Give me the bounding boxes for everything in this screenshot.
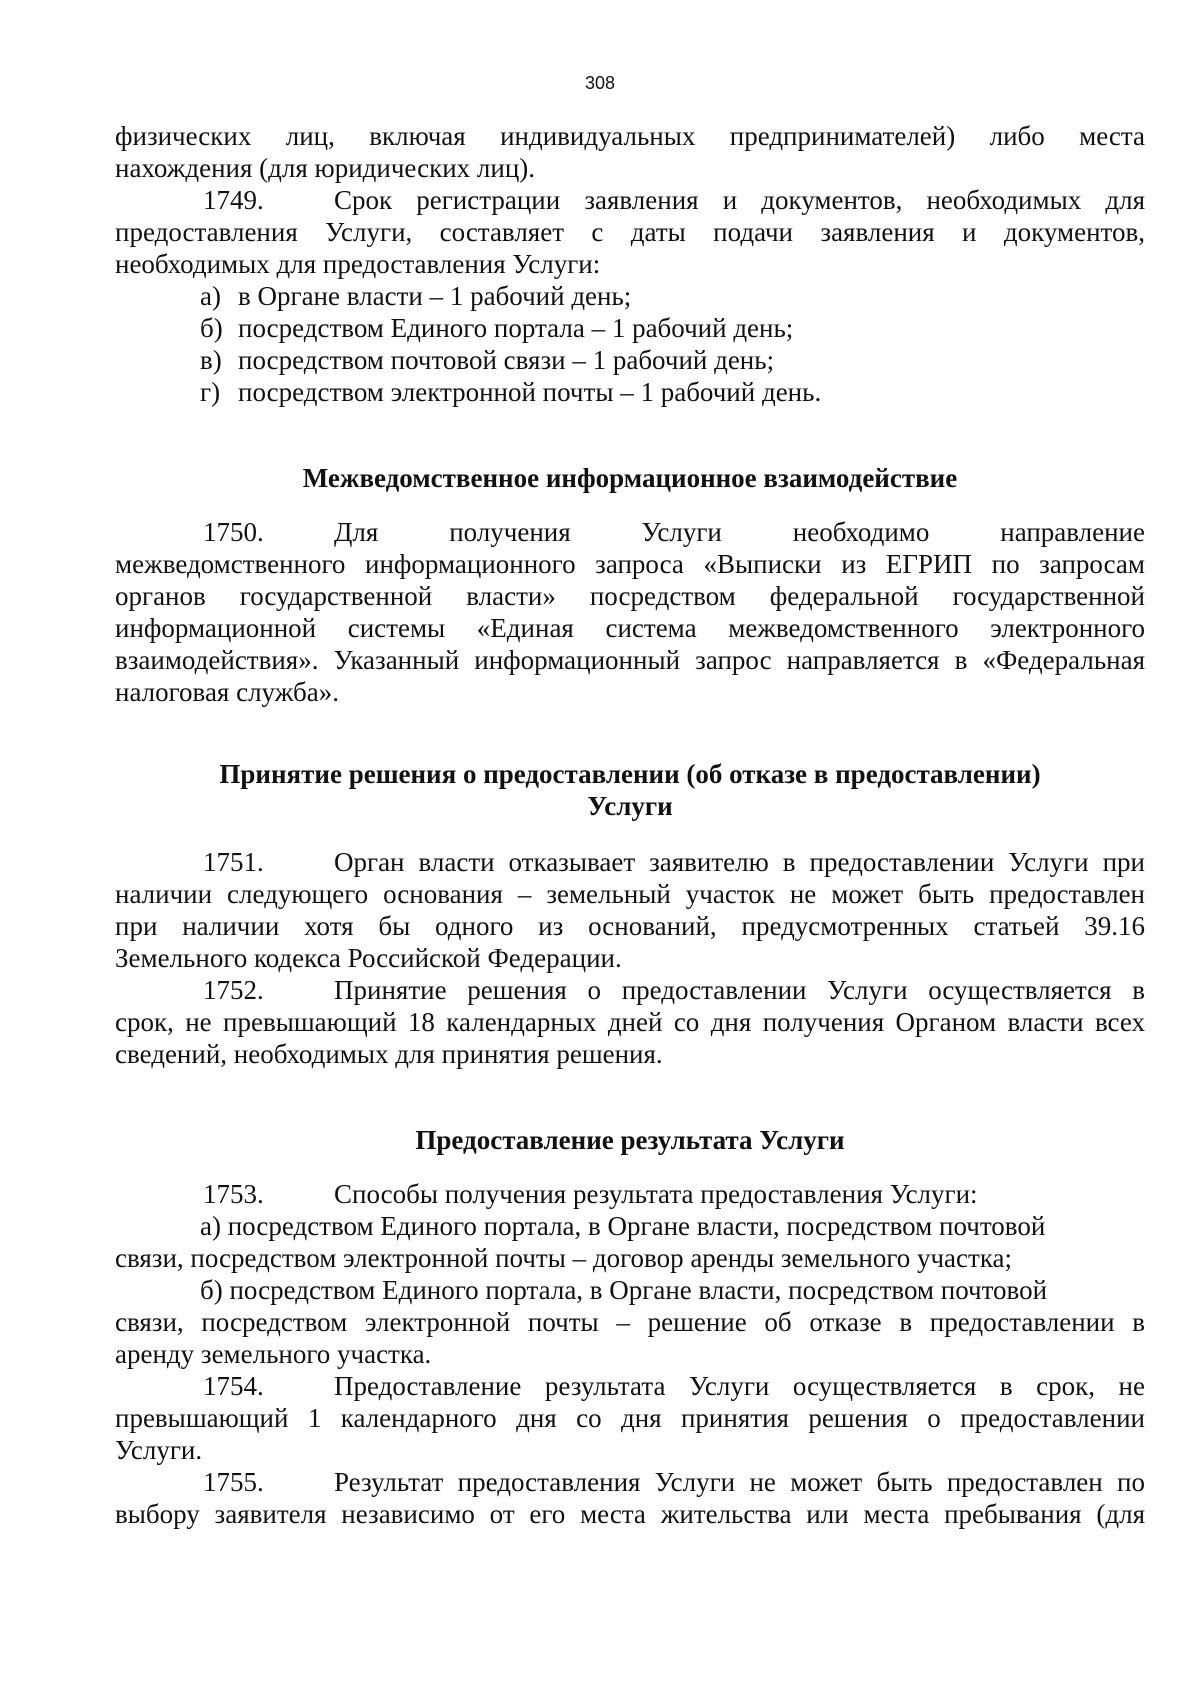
paragraph-1750-first-line xyxy=(115,516,1145,548)
text-line: физических лиц, включая индивидуальных предпринимателей) либо места xyxy=(115,121,1145,151)
list-marker: г) xyxy=(200,377,221,407)
paragraph-1755-first-line xyxy=(115,1466,1145,1498)
text-line: органов государственной власти» посредством федеральной государственной xyxy=(115,581,1145,611)
text-line: срок, не превышающий 18 календарных дней со дня получения Органом власти всех xyxy=(115,1007,1145,1037)
paragraph-number: 1752. xyxy=(203,975,264,1005)
text-line: нахождения (для юридических лиц). xyxy=(115,153,536,183)
paragraph-1749-first-line xyxy=(115,184,1145,216)
text-line: взаимодействия». Указанный информационный запрос направляется в «Федеральная xyxy=(115,645,1145,675)
page-number: 308 xyxy=(584,73,616,93)
text-line: Услуги. xyxy=(115,1435,203,1465)
paragraph-number: 1751. xyxy=(203,847,264,877)
list-item-text: посредством почтовой связи – 1 рабочий день; xyxy=(238,345,775,375)
list-item xyxy=(115,376,1145,408)
text-line: информационной системы «Единая система межведомственного электронного xyxy=(115,613,1145,643)
paragraph-number: 1750. xyxy=(203,517,264,547)
paragraph-1753-first-line xyxy=(115,1178,1145,1210)
text-line: Срок регистрации заявления и документов, необходимых для xyxy=(334,185,1145,215)
text-line: наличии следующего основания – земельный участок не может быть предоставлен xyxy=(115,879,1145,909)
section-heading: Предоставление результата Услуги xyxy=(415,1125,845,1155)
text-line: аренду земельного участка. xyxy=(115,1339,432,1369)
text-line: превышающий 1 календарного дня со дня принятия решения о предоставлении xyxy=(115,1403,1145,1433)
list-item-text: в Органе власти – 1 рабочий день; xyxy=(238,281,632,311)
text-line: связи, посредством электронной почты – решение об отказе в предоставлении в xyxy=(115,1307,1145,1337)
text-line: Орган власти отказывает заявителю в предоставлении Услуги при xyxy=(334,847,1145,877)
list-item-text: посредством Единого портала – 1 рабочий день; xyxy=(238,313,794,343)
section-heading: Межведомственное информационное взаимодействие xyxy=(302,463,958,493)
paragraph-number: 1749. xyxy=(203,185,264,215)
list-marker: в) xyxy=(200,345,222,375)
paragraph-1752-first-line xyxy=(115,974,1145,1006)
text-line: Результат предоставления Услуги не может быть предоставлен по xyxy=(334,1467,1145,1497)
list-item-text: посредством электронной почты – 1 рабочий день. xyxy=(238,377,822,407)
text-line: необходимых для предоставления Услуги: xyxy=(115,249,601,279)
section-heading-continued: Услуги xyxy=(587,791,673,821)
text-line: сведений, необходимых для принятия решения. xyxy=(115,1039,663,1069)
text-line: межведомственного информационного запроса «Выписки из ЕГРИП по запросам xyxy=(115,549,1145,579)
text-line: Для получения Услуги необходимо направление xyxy=(334,517,1145,547)
text-line: предоставления Услуги, составляет с даты подачи заявления и документов, xyxy=(115,217,1145,247)
text-line: налоговая служба». xyxy=(115,677,339,707)
text-line: б) посредством Единого портала, в Органе власти, посредством почтовой xyxy=(200,1275,1048,1305)
text-line: а) посредством Единого портала, в Органе власти, посредством почтовой xyxy=(200,1211,1046,1241)
paragraph-number: 1753. xyxy=(203,1179,264,1209)
text-line: выбору заявителя независимо от его места жительства или места пребывания (для xyxy=(115,1499,1145,1529)
text-line: Предоставление результата Услуги осуществляется в срок, не xyxy=(334,1371,1145,1401)
paragraph-number: 1755. xyxy=(203,1467,264,1497)
paragraph-1751-first-line xyxy=(115,846,1145,878)
section-heading: Принятие решения о предоставлении (об отказе в предоставлении) xyxy=(219,759,1041,789)
list-marker: б) xyxy=(200,313,223,343)
text-line: связи, посредством электронной почты – договор аренды земельного участка; xyxy=(115,1243,1013,1273)
text-line: при наличии хотя бы одного из оснований, предусмотренных статьей 39.16 xyxy=(115,911,1145,941)
paragraph-1754-first-line xyxy=(115,1370,1145,1402)
text-line: Способы получения результата предоставления Услуги: xyxy=(334,1179,978,1209)
document-body xyxy=(115,120,1145,1530)
list-1749 xyxy=(115,280,1145,408)
list-item xyxy=(115,312,1145,344)
list-marker: а) xyxy=(200,281,221,311)
text-line: Принятие решения о предоставлении Услуги осуществляется в xyxy=(334,975,1145,1005)
list-item xyxy=(115,344,1145,376)
list-item xyxy=(115,280,1145,312)
text-line: Земельного кодекса Российской Федерации. xyxy=(115,943,622,973)
paragraph-number: 1754. xyxy=(203,1371,264,1401)
